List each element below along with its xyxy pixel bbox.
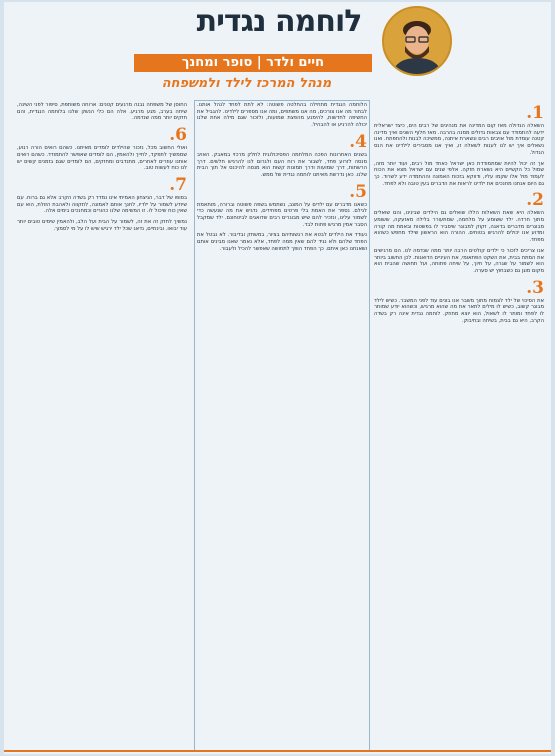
author-line: חיים ולדר | סופר ומחנך bbox=[134, 54, 372, 72]
section-number: 7. bbox=[169, 174, 187, 195]
column-title: לוחמה נגדית bbox=[196, 4, 362, 39]
middle-column-frame bbox=[194, 100, 370, 752]
section-text: הלוחמה הנגדית מתחילה בהחלטה פשוטה: לא לתת לפחד לנהל אותנו. לבחור מה אנו צורכים, מה אנו משתפים, ומה אנו מספרים לילדינו. להגביל את החשיפה לחדשות, להימנע מהפצת שמועות, ולזכור שגם מילה אחת שלנו יכולה להרגיע או להבהיל. bbox=[197, 102, 367, 129]
author-portrait-icon bbox=[384, 8, 450, 74]
section-number: 1. bbox=[526, 103, 544, 123]
section-text: בשנים האחרונות הפכה המלחמה הפסיכולוגית לחלק מרכזי במאבק. האויב מנסה לזרוע פחד, לשבור את רוח העם ולגרום לנו להרגיש חלשים. דרך הרשתות, דרך שמועות ודרך תמונות קשות הוא מנסה להיכנס אל תוך הבית שלנו. כאן נדרשת מאיתנו לוחמה נגדית של ממש. bbox=[197, 151, 367, 178]
section-text: את הסיכוי של ילד לצמוח מתוך משבר אנו בונים עוד לפני המשבר. כשיש לילד מבוגר קשוב, כשיש לו מילים לתאר את מה שהוא מרגיש, וכשהוא יודע שמותר לו לפחד ומותר לו לשאול, הוא יוצא מחוזק. לוחמה נגדית אינה רק בשדה הקרב, היא גם בבית, בשיחה ובחיבוק. bbox=[374, 297, 544, 324]
section-text: ואולי החשוב מכל, נזכור שהילדים לומדים מאיתנו. כשהם רואים הורה רגוע, שממשיך לתפקד, לחייך ולהאמין, הם לומדים שאפשר להתמודד. כשהם רואים אותנו עוזרים לאחרים, מתנדבים ומחזקים, הם לומדים שגם בזמנים קשים יש לנו כוח לעשות טוב. bbox=[17, 145, 187, 172]
section-text: בסופו של דבר, הניצחון האמיתי אינו נמדד רק בשדה הקרב אלא גם ברוח. עם שיודע לשמור על ילדיו, לחנך אותם לאמונה, לתקווה ולאהבת הזולת, הוא עם שאין כוח שיכול לו. זו המשימה שלנו כהורים וכמחנכים בימים אלה. bbox=[17, 194, 187, 215]
section-text: נעודד את הילדים לבטא את רגשותיהם בציור, במשחק ובדיבור. לא נבטל את הפחד שלהם ולא נגיד להם שאין ממה לפחד, אלא נאמר שאנו מבינים אותם ושאנחנו כאן איתם. כך הפחד הופך לתחושה שאפשר להכיל ולעבור. bbox=[197, 232, 367, 252]
section-text: נמשיך לחזק זה את זה, לשמור על הבית ועל הלב, ולהאמין שימים טובים יותר עוד יבואו. ובינתיים, נדאג שכל ילד ירגיש שיש לו על מי לסמוך. bbox=[17, 219, 187, 232]
section-text: אך זה יכול להיות שמתמודדת כאן ישראל כאחד מול רבים, ועוד יותר מזה, שמול כל הקשיים היא נשארת חזקה. אלפי שנים עם ישראל מצא את הכוח לעמוד מול אלו שקמו עליו, ודווקא בזכות האמונה וההתמדה ידע לשרוד. כך גם היום אנחנו מחנכים את ילדינו לראות את הדברים בעין טובה ולא לפחד. bbox=[374, 160, 544, 187]
section-text: השאלה הגדולה מאז קום המדינה את מנהיגים של רבים הים, כיצד ישראלית ידעה להתמודד עם צבאות גדולים ממנה בהרבה. מאז חלוף השנים ואיך מדינה קטנה עומדת מול אויבים רבים ונשארת איתנה, ממשיכה לבנות ולהתפתח. ואנו נשאלים איך יש לנו לענות לשאלה זו, ואיך אנו מסבירים לילדינו את הנס הגדול. bbox=[374, 123, 544, 156]
section-number: 3. bbox=[526, 277, 544, 298]
author-avatar bbox=[382, 6, 452, 76]
bottom-rule bbox=[4, 750, 551, 752]
section-text: כשאנו מדברים עם ילדים על המצב, נשתמש בשפה פשוטה וברורה, מותאמת לגילם. נספר את האמת בלי פרטים מפחידים, נדגיש את מה שנעשה כדי לשמור עלינו, ונזכיר להם שיש מבוגרים רבים שדואגים לביטחונם. ילד שמקבל הסבר אמין מרגיש פחות לבד. bbox=[197, 201, 367, 228]
article-page bbox=[4, 2, 551, 754]
section-number: 4. bbox=[349, 131, 367, 152]
section-number: 5. bbox=[349, 181, 367, 202]
section-number: 2. bbox=[526, 190, 544, 211]
column-right bbox=[374, 102, 544, 754]
author-role: מנהל המרכז לילד ולמשפחה bbox=[161, 76, 332, 91]
article-header bbox=[4, 2, 551, 98]
section-text: החוסן של משפחה נבנה מרגעים קטנים: ארוחה משותפת, סיפור לפני השינה, שיחה בערב, מגע מרגיע. אלה הם כלי הנשק שלנו בלוחמה הנגדית, והם חזקים יותר ממה שנדמה. bbox=[17, 102, 187, 122]
section-text: השאלה היא שאת השאלות הללו שואלים גם הילדים שבינינו, והם שואלים מתוך חרדה. ילד ששומע על מלחמה, שמתעורר בלילה מאזעקה, ששומע מבוגרים מדברים בדאגה, זקוק למבוגר שיסביר לו בפשטות ובאמת מה קורה ומדוע אנו יכולים להרגיש בטוחים. ההורה הוא הראשון שילד מחפש כשהוא מפחד. bbox=[374, 210, 544, 244]
section-number: 6. bbox=[169, 125, 187, 146]
column-left bbox=[17, 102, 187, 754]
section-text: אנו צריכים לזכור כי ילדים קולטים הרבה יותר ממה שנדמה לנו. הם מרגישים את המתח בבית, את השקט הפתאומי, את העיניים הדואגות. לכן החשוב ביותר הוא לשמור על שגרה, על חיוך, על שיחה פתוחה, ועל תחושה שהבית הוא מקום מוגן גם כשבחוץ יש סערה. bbox=[374, 247, 544, 274]
